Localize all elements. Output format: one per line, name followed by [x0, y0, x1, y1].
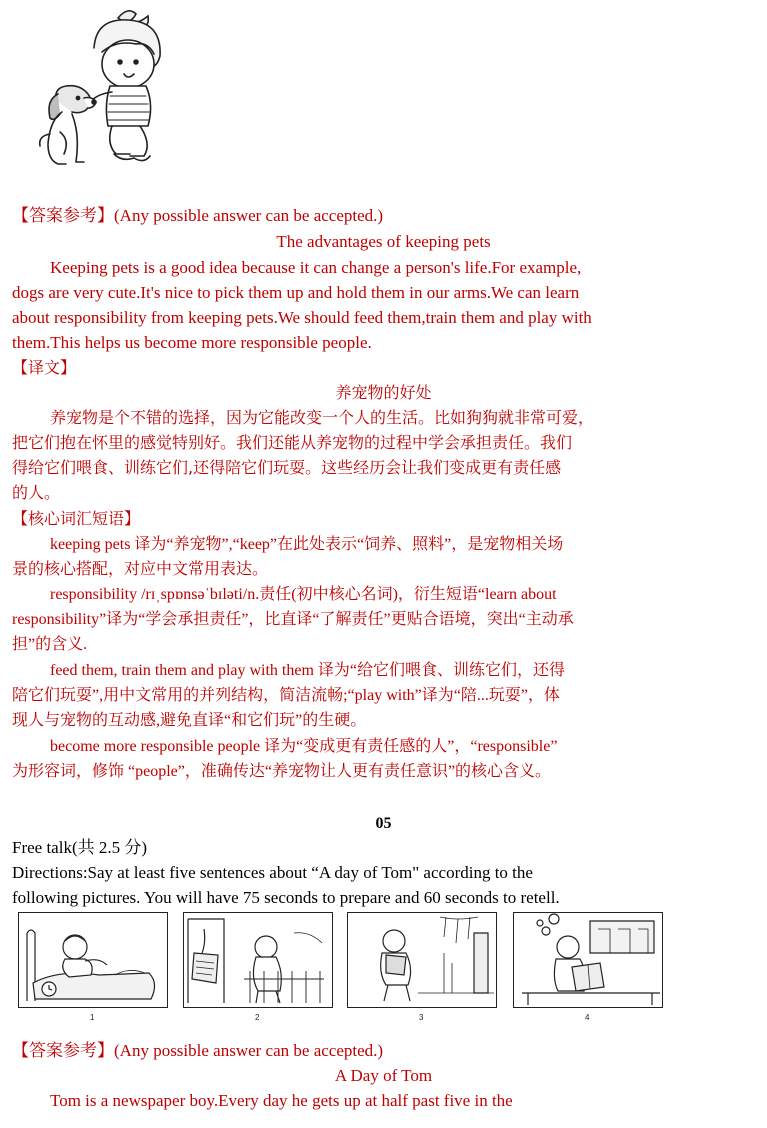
answer-header: 【答案参考】(Any possible answer can be accepted.): [12, 206, 384, 225]
translation-line: 把它们抱在怀里的感觉特别好。我们还能从养宠物的过程中学会承担责任。我们: [12, 433, 573, 452]
vocab-line: become more responsible people 译为“变成更有责任感的人”，“responsible”: [50, 738, 558, 755]
translation-line: 养宠物是个不错的选择，因为它能改变一个人的生活。比如狗狗就非常可爱，: [50, 408, 595, 427]
translation-line: 得给它们喂食、训练它们,还得陪它们玩耍。这些经历会让我们变成更有责任感: [12, 458, 562, 477]
vocab-line: responsibility”译为“学会承担责任”，比直译“了解责任”更贴合语境，突出“主动承: [12, 611, 574, 628]
essay-line: Keeping pets is a good idea because it can change a person's life.For example,: [50, 258, 582, 277]
translation-title: 养宠物的好处: [335, 383, 432, 402]
boy-school-bag-icon: [348, 913, 495, 1006]
essay-title: The advantages of keeping pets: [276, 232, 491, 251]
section-number: 05: [375, 815, 392, 832]
task-title: Free talk(共 2.5 分): [12, 838, 148, 857]
essay-title: A Day of Tom: [334, 1066, 433, 1085]
picture-number: 3: [419, 1013, 424, 1022]
picture-panel-1: [18, 912, 170, 1022]
vocab-line: keeping pets 译为“养宠物”,“keep”在此处表示“饲养、照料”，是宠物相关场: [50, 536, 564, 553]
vocab-line: responsibility /rɪˌspɒnsəˈbɪləti/n.责任(初中核心名词)，衍生短语“learn about: [50, 586, 557, 603]
directions-line: following pictures. You will have 75 seconds to prepare and 60 seconds to retell.: [12, 888, 560, 907]
picture-panel-3: [347, 912, 499, 1022]
vocab-line: 景的核心搭配，对应中文常用表达。: [12, 561, 269, 578]
essay-line: dogs are very cute.It's nice to pick them up and hold them in our arms.We can learn: [12, 283, 580, 302]
picture-number: 1: [90, 1013, 95, 1022]
directions-line: Directions:Say at least five sentences about “A day of Tom" according to the: [12, 863, 533, 882]
answer-header: 【答案参考】(Any possible answer can be accepted.): [12, 1041, 384, 1060]
essay-line: about responsibility from keeping pets.We should feed them,train them and play with: [12, 308, 592, 327]
picture-panel-4: [513, 912, 665, 1022]
essay-line: them.This helps us become more responsible people.: [12, 333, 372, 352]
translation-header: 【译文】: [12, 358, 77, 377]
picture-panel-2: [183, 912, 335, 1022]
girl-with-dog-illustration: [36, 4, 168, 170]
picture-number: 2: [255, 1013, 260, 1022]
vocab-header: 【核心词汇短语】: [12, 509, 141, 528]
vocab-line: 担”的含义.: [12, 636, 88, 653]
vocab-line: 现人与宠物的互动感,避免直译“和它们玩”的生硬。: [12, 712, 367, 729]
vocab-line: 陪它们玩耍”,用中文常用的并列结构，简洁流畅;“play with”译为“陪...玩耍”，体: [12, 687, 560, 704]
essay-line: Tom is a newspaper boy.Every day he gets up at half past five in the: [50, 1091, 513, 1110]
translation-line: 的人。: [12, 483, 61, 502]
boy-waking-up-icon: [19, 913, 166, 1006]
vocab-line: feed them, train them and play with them 译为“给它们喂食、训练它们，还得: [50, 662, 566, 679]
picture-number: 4: [585, 1013, 590, 1022]
vocab-line: 为形容词，修饰 “people”，准确传达“养宠物让人更有责任意识”的核心含义。: [12, 763, 552, 780]
boy-newspaper-icon: [184, 913, 331, 1006]
boy-reading-icon: [514, 913, 661, 1006]
